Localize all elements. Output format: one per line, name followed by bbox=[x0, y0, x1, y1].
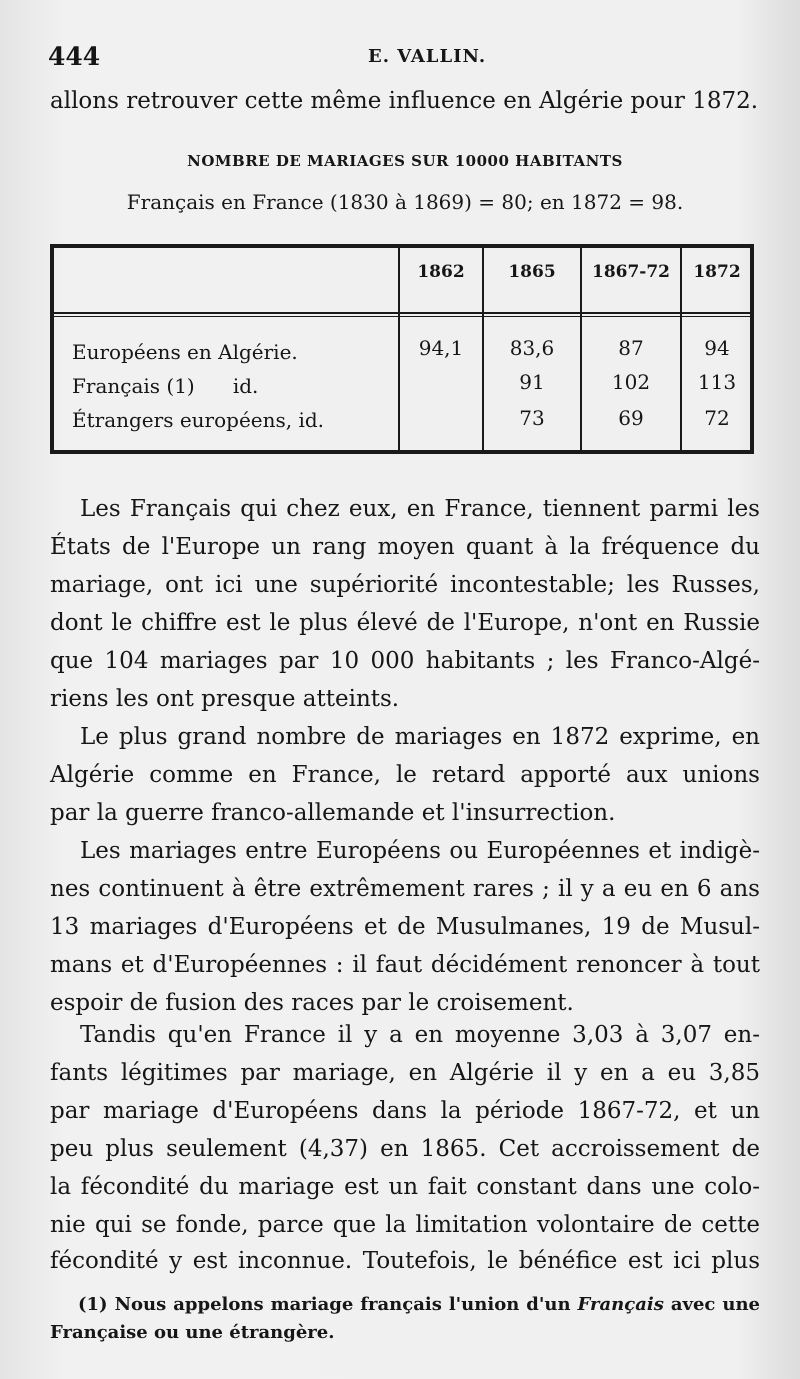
text-line: Le plus grand nombre de mariages en 1872 exprime, en bbox=[80, 724, 760, 750]
footnote-italic: Français bbox=[577, 1294, 664, 1315]
text-line: mariage, ont ici une supériorité incontestable; les Russes, bbox=[50, 572, 760, 598]
footnote-line-2: Française ou une étrangère. bbox=[50, 1322, 335, 1343]
row-label: Étrangers européens, id. bbox=[72, 408, 325, 432]
text-line: nes continuent à être extrêmement rares ; il y a eu en 6 ans bbox=[50, 876, 760, 902]
col-header-1867-72: 1867-72 bbox=[591, 262, 671, 282]
text-line: espoir de fusion des races par le croisement. bbox=[50, 990, 574, 1016]
text-line: Les Français qui chez eux, en France, tiennent parmi les bbox=[80, 496, 760, 522]
page-number: 444 bbox=[48, 42, 101, 71]
footnote-text: avec une bbox=[670, 1294, 760, 1315]
text-line: fécondité y est inconnue. Toutefois, le bénéfice est ici plus bbox=[50, 1248, 760, 1274]
intro-line: allons retrouver cette même influence en Algérie pour 1872. bbox=[50, 88, 759, 114]
text-line: riens les ont presque atteints. bbox=[50, 686, 400, 712]
table-header-rule bbox=[54, 316, 750, 317]
table-subtitle: Français en France (1830 à 1869) = 80; en 1872 = 98. bbox=[126, 190, 684, 214]
col-header-1862: 1862 bbox=[417, 262, 465, 282]
footnote-text: Nous appelons mariage français l'union d'un bbox=[114, 1294, 571, 1315]
table-cell: 87 bbox=[618, 336, 644, 360]
table-cell: 91 bbox=[519, 370, 545, 394]
table-cell: 94 bbox=[704, 336, 730, 360]
marriage-table bbox=[50, 244, 754, 454]
row-label: Européens en Algérie. bbox=[72, 340, 298, 364]
row-label: Français (1) id. bbox=[72, 374, 259, 398]
table-cell: 94,1 bbox=[418, 336, 464, 360]
table-cell: 102 bbox=[611, 370, 651, 394]
table-header-rule bbox=[54, 312, 750, 314]
text-line: par la guerre franco-allemande et l'insurrection. bbox=[50, 800, 616, 826]
text-line: fants légitimes par mariage, en Algérie il y en a eu 3,85 bbox=[50, 1060, 760, 1086]
text-line: Algérie comme en France, le retard apporté aux unions bbox=[50, 762, 760, 788]
table-title: NOMBRE DE MARIAGES SUR 10000 HABITANTS bbox=[187, 152, 623, 170]
text-line: Les mariages entre Européens ou Européennes et indigè- bbox=[80, 838, 760, 864]
table-cell: 69 bbox=[618, 406, 644, 430]
col-header-1872: 1872 bbox=[693, 262, 741, 282]
text-line: peu plus seulement (4,37) en 1865. Cet accroissement de bbox=[50, 1136, 760, 1162]
running-head: E. VALLIN. bbox=[368, 46, 487, 67]
table-cell: 113 bbox=[697, 370, 737, 394]
table-cell: 83,6 bbox=[509, 336, 555, 360]
text-line: Tandis qu'en France il y a en moyenne 3,03 à 3,07 en- bbox=[80, 1022, 760, 1048]
table-cell: 72 bbox=[704, 406, 730, 430]
text-line: nie qui se fonde, parce que la limitation volontaire de cette bbox=[50, 1212, 760, 1238]
table-cell: 73 bbox=[519, 406, 545, 430]
text-line: que 104 mariages par 10 000 habitants ; les Franco-Algé- bbox=[50, 648, 760, 674]
footnote-line-1 bbox=[78, 1294, 760, 1315]
page-header bbox=[48, 42, 760, 76]
col-header-1865: 1865 bbox=[508, 262, 556, 282]
text-line: États de l'Europe un rang moyen quant à la fréquence du bbox=[50, 534, 760, 560]
text-line: la fécondité du mariage est un fait constant dans une colo- bbox=[50, 1174, 760, 1200]
text-line: dont le chiffre est le plus élevé de l'Europe, n'ont en Russie bbox=[50, 610, 760, 636]
text-line: mans et d'Européennes : il faut décidément renoncer à tout bbox=[50, 952, 760, 978]
footnote-marker: (1) bbox=[78, 1294, 108, 1315]
text-line: 13 mariages d'Européens et de Musulmanes, 19 de Musul- bbox=[50, 914, 760, 940]
text-line: par mariage d'Européens dans la période 1867-72, et un bbox=[50, 1098, 760, 1124]
